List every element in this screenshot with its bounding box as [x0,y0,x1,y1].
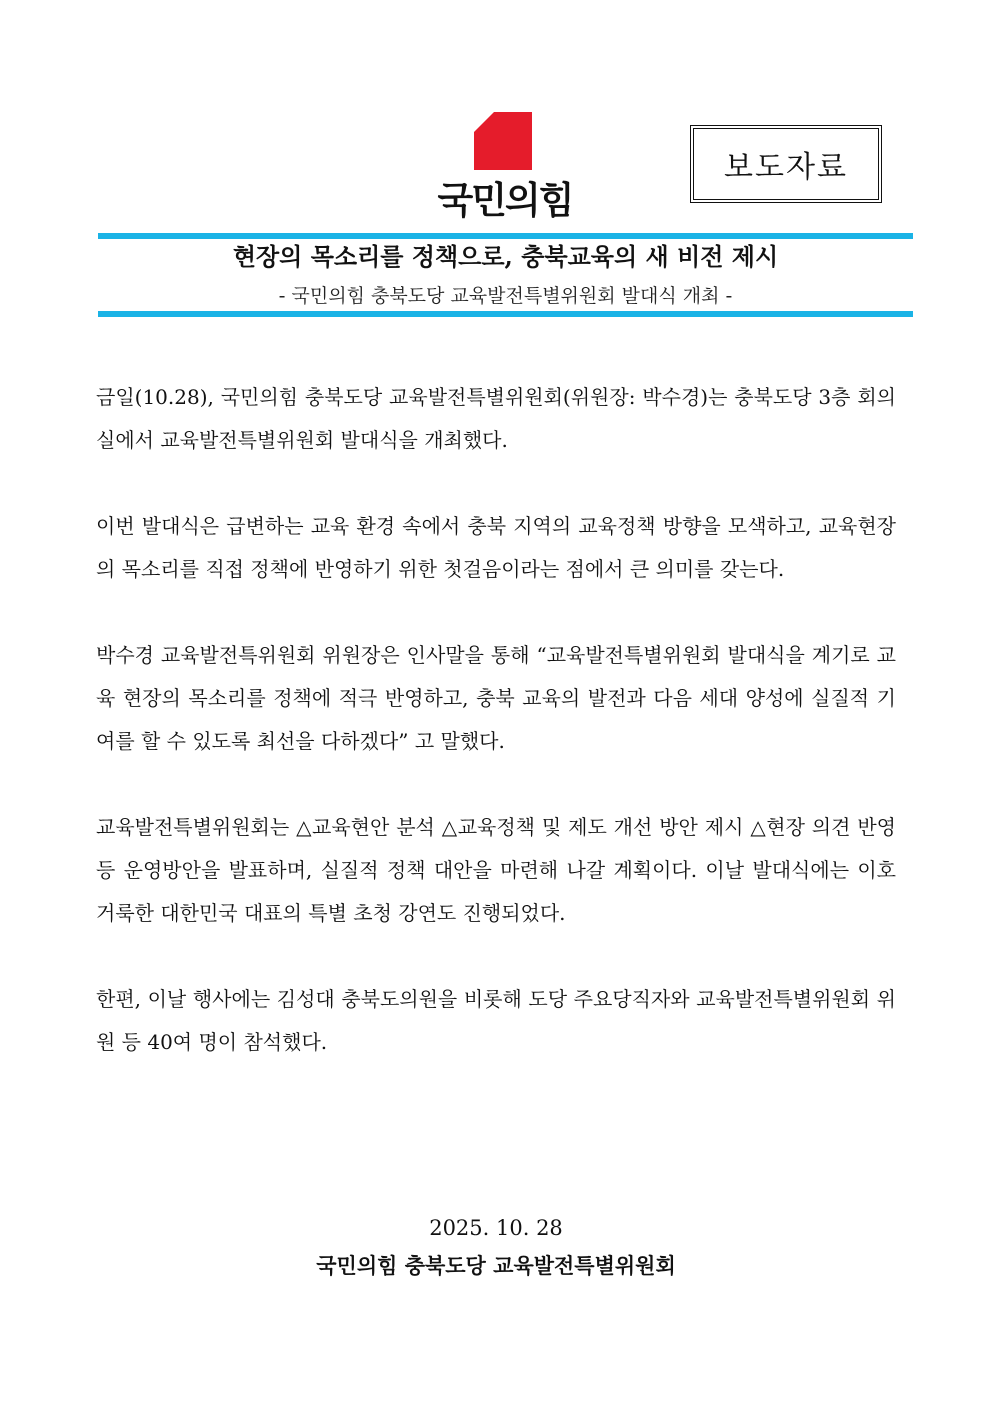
paragraph: 이번 발대식은 급변하는 교육 환경 속에서 충북 지역의 교육정책 방향을 모색하고, 교육현장의 목소리를 직접 정책에 반영하기 위한 첫걸음이라는 점에서 큰 의미를 갖는다. [96,514,896,581]
party-logo-icon [474,112,532,170]
paragraph: 박수경 교육발전특위원회 위원장은 인사말을 통해 “교육발전특별위원회 발대식을 계기로 교육 현장의 목소리를 정책에 적극 반영하고, 충북 교육의 발전과 다음 세대 양성에 실질적 기여를 할 수 있도록 최선을 다하겠다” 고 말했다. [96,643,896,753]
title-top-rule [98,233,913,239]
paragraph: 한편, 이날 행사에는 김성대 충북도의원을 비롯해 도당 주요당직자와 교육발전특별위원회 위원 등 40여 명이 참석했다. [96,987,896,1054]
paragraph: 금일(10.28), 국민의힘 충북도당 교육발전특별위원회(위원장: 박수경)는 충북도당 3층 회의실에서 교육발전특별위원회 발대식을 개최했다. [96,385,896,452]
issuing-organization: 국민의힘 충북도당 교육발전특별위원회 [316,1253,676,1278]
party-logo-text: 국민의힘 [437,179,573,222]
subheadline: - 국민의힘 충북도당 교육발전특별위원회 발대식 개최 - [278,285,733,307]
headline: 현장의 목소리를 정책으로, 충북교육의 새 비전 제시 [232,242,779,271]
title-bottom-rule [98,311,913,317]
paragraph: 교육발전특별위원회는 △교육현안 분석 △교육정책 및 제도 개선 방안 제시 △현장 의견 반영 등 운영방안을 발표하며, 실질적 정책 대안을 마련해 나갈 계획이다. 이날 발대식에는 이호 거룩한 대한민국 대표의 특별 초청 강연도 진행되었다. [96,815,896,925]
release-date: 2025. 10. 28 [429,1216,563,1240]
press-release-label: 보도자료 [690,125,882,203]
article-body [96,376,896,1107]
